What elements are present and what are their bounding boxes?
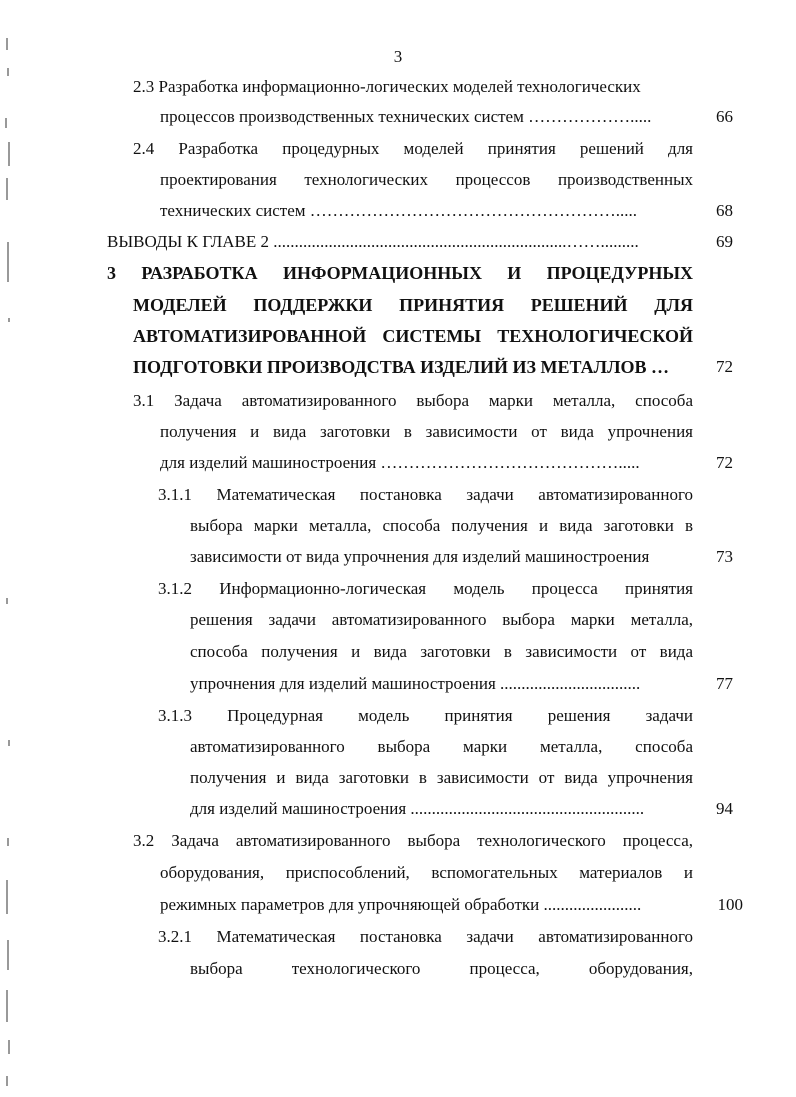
toc-3-1-2-line3: способа получения и вида заготовки в зависимости от вида: [190, 642, 693, 661]
toc-3-1-page: 72: [716, 453, 733, 472]
toc-3-2-1-line1: 3.2.1 Математическая постановка задачи автоматизированного: [158, 927, 693, 946]
toc-3-2-line2: оборудования, приспособлений, вспомогательных материалов и: [160, 863, 693, 882]
toc-2-3-page: 66: [716, 107, 733, 126]
toc-2-3-line1: 2.3 Разработка информационно-логических моделей технологических: [133, 77, 641, 96]
toc-conclusions-ch2: ВЫВОДЫ К ГЛАВЕ 2 .....................................................................…….........: [107, 232, 639, 251]
toc-3-2-1-line2: выбора технологического процесса, оборудования,: [190, 959, 693, 978]
page-number: 3: [393, 47, 403, 66]
toc-3-1-1-line2: выбора марки металла, способа получения и вида заготовки в: [190, 516, 693, 535]
toc-2-3-line2: процессов производственных технических систем ……………….....: [160, 107, 652, 126]
toc-3-1-1-line3: зависимости от вида упрочнения для изделий машиностроения: [190, 547, 650, 566]
toc-3-1-2-line2: решения задачи автоматизированного выбора марки металла,: [190, 610, 693, 629]
toc-2-4-line2: проектирования технологических процессов производственных: [160, 170, 693, 189]
toc-3-1-line2: получения и вида заготовки в зависимости от вида упрочнения: [160, 422, 693, 441]
toc-2-4-line3: технических систем ……………………………………………….....: [160, 201, 638, 220]
toc-3-2-line3: режимных параметров для упрочняющей обработки .......................: [160, 895, 642, 914]
toc-3-2-line1: 3.2 Задача автоматизированного выбора технологического процесса,: [133, 831, 693, 850]
toc-conclusions-page: 69: [716, 232, 733, 251]
toc-3-1-3-line3: получения и вида заготовки в зависимости от вида упрочнения: [190, 768, 693, 787]
toc-chapter3-line1: 3 РАЗРАБОТКА ИНФОРМАЦИОННЫХ И ПРОЦЕДУРНЫХ: [107, 263, 693, 283]
toc-3-1-2-line1: 3.1.2 Информационно-логическая модель процесса принятия: [158, 579, 693, 598]
toc-3-1-1-line1: 3.1.1 Математическая постановка задачи автоматизированного: [158, 485, 693, 504]
toc-3-1-2-page: 77: [716, 674, 733, 693]
toc-chapter3-line3: АВТОМАТИЗИРОВАННОЙ СИСТЕМЫ ТЕХНОЛОГИЧЕСКОЙ: [133, 326, 693, 346]
toc-chapter3-line4: ПОДГОТОВКИ ПРОИЗВОДСТВА ИЗДЕЛИЙ ИЗ МЕТАЛЛОВ …: [133, 357, 669, 377]
toc-3-2-page: 100: [717, 895, 743, 914]
toc-3-1-3-line1: 3.1.3 Процедурная модель принятия решения задачи: [158, 706, 693, 725]
toc-chapter3-page: 72: [716, 357, 733, 376]
toc-3-1-3-line4: для изделий машиностроения .......................................................: [190, 799, 645, 818]
toc-2-4-line1: 2.4 Разработка процедурных моделей принятия решений для: [133, 139, 693, 158]
toc-3-1-line1: 3.1 Задача автоматизированного выбора марки металла, способа: [133, 391, 693, 410]
toc-3-1-1-page: 73: [716, 547, 733, 566]
toc-chapter3-line2: МОДЕЛЕЙ ПОДДЕРЖКИ ПРИНЯТИЯ РЕШЕНИЙ ДЛЯ: [133, 295, 693, 315]
toc-3-1-3-line2: автоматизированного выбора марки металла, способа: [190, 737, 693, 756]
toc-3-1-2-line4: упрочнения для изделий машиностроения .................................: [190, 674, 641, 693]
scan-margin-artifacts: [0, 0, 20, 1097]
toc-3-1-3-page: 94: [716, 799, 733, 818]
toc-2-4-page: 68: [716, 201, 733, 220]
toc-3-1-line3: для изделий машиностроения …………………………………….....: [160, 453, 640, 472]
